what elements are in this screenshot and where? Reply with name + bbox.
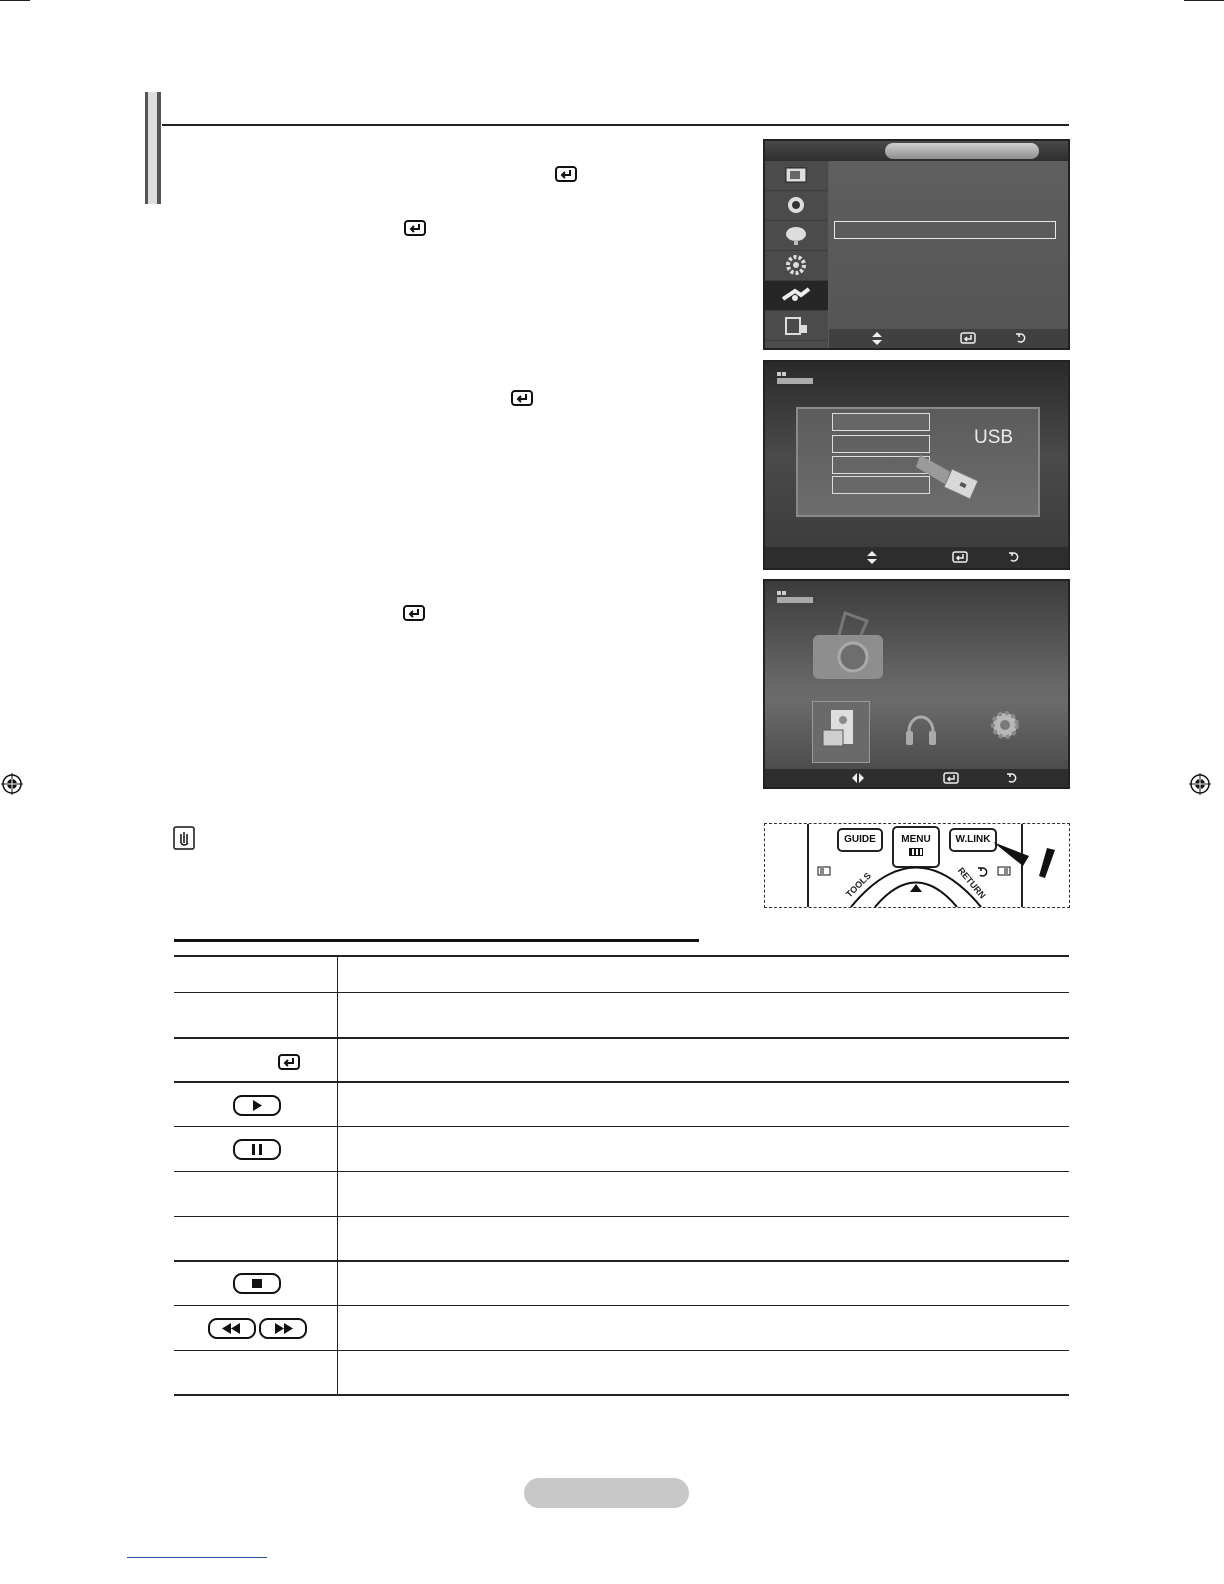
table-row-rule — [174, 1171, 1069, 1172]
enter-icon — [278, 1054, 300, 1070]
tv-menu-screenshot — [763, 139, 1070, 350]
crop-mark — [1184, 0, 1224, 1]
setup-icon — [765, 251, 828, 280]
play-button-glyph — [233, 1095, 281, 1116]
tv-wiselink-device-screenshot — [763, 360, 1070, 570]
music-icon[interactable] — [903, 707, 939, 751]
stop-icon — [235, 1275, 279, 1292]
menu-item-application[interactable] — [765, 311, 828, 341]
tv-wiselink-main-screenshot — [763, 579, 1070, 789]
footer-link-rule — [127, 1557, 267, 1558]
up-down-icon — [865, 550, 879, 565]
table-row-rule — [174, 1126, 1069, 1127]
menu-sidebar — [765, 161, 828, 348]
return-icon — [977, 866, 989, 878]
device-panel — [796, 407, 1040, 517]
menu-item-sound[interactable] — [765, 191, 828, 221]
menu-button-label: MENU — [901, 834, 931, 845]
photo-tile[interactable] — [812, 701, 870, 763]
menu-item-setup[interactable] — [765, 251, 828, 281]
rewind-icon — [210, 1320, 254, 1337]
info-side-icon — [997, 866, 1011, 876]
wlink-button[interactable]: W.LINK — [949, 828, 997, 852]
dpad-illustration-icon — [811, 858, 1021, 907]
guide-button[interactable]: GUIDE — [837, 828, 883, 852]
pause-icon — [235, 1141, 279, 1158]
camera-illustration-icon — [809, 605, 889, 685]
menu-item-input[interactable] — [765, 281, 828, 311]
menu-item-channel[interactable] — [765, 221, 828, 251]
sound-icon — [765, 191, 828, 220]
menu-grid-icon — [909, 848, 923, 856]
crop-mark — [0, 0, 30, 1]
enter-icon — [960, 332, 976, 344]
menu-content-area — [829, 161, 1068, 329]
setup-gear-icon[interactable] — [987, 707, 1023, 747]
menu-footer — [829, 329, 1068, 348]
device-option[interactable] — [832, 413, 930, 431]
channel-icon — [765, 221, 828, 250]
up-down-icon — [870, 331, 884, 346]
return-icon — [1015, 332, 1027, 344]
table-row-rule — [174, 1394, 1069, 1396]
table-row-rule — [174, 955, 1069, 957]
return-icon — [1008, 551, 1020, 563]
left-right-icon — [851, 772, 865, 784]
table-column-rule — [337, 955, 338, 1395]
usb-label: USB — [974, 427, 1014, 448]
wiselink-footer — [765, 769, 1068, 787]
tools-label: TOOLS — [843, 870, 873, 900]
return-label: RETURN — [955, 865, 988, 901]
enter-icon — [403, 605, 425, 621]
menu-highlighted-item[interactable] — [834, 221, 1056, 239]
remote-control-illustration — [764, 823, 1070, 908]
menu-item-picture[interactable] — [765, 161, 828, 191]
menu-title-pill — [885, 143, 1039, 159]
picture-icon — [765, 161, 828, 190]
rewind-button-glyph — [208, 1318, 256, 1339]
table-row-rule — [174, 1350, 1069, 1351]
page-number-pill — [524, 1478, 689, 1508]
wiselink-logo — [777, 372, 817, 386]
table-row-rule — [174, 992, 1069, 993]
enter-icon — [511, 390, 533, 406]
input-icon — [765, 281, 828, 310]
table-row-rule — [174, 1216, 1069, 1217]
registration-mark-icon — [1189, 773, 1211, 795]
section-header-bar — [145, 92, 161, 204]
note-icon — [173, 826, 195, 850]
registration-mark-icon — [1, 773, 23, 795]
device-footer — [765, 547, 1068, 568]
fast-forward-button-glyph — [259, 1318, 307, 1339]
return-icon — [1006, 772, 1018, 784]
usb-plug-icon — [916, 439, 994, 503]
table-row-rule — [174, 1081, 1069, 1083]
info-side-icon — [817, 866, 831, 876]
table-row-rule — [174, 1305, 1069, 1306]
fast-forward-icon — [261, 1320, 305, 1337]
play-icon — [235, 1097, 279, 1114]
stop-button-glyph — [233, 1273, 281, 1294]
table-header-rule — [174, 939, 699, 942]
title-rule — [162, 124, 1069, 126]
pause-button-glyph — [233, 1139, 281, 1160]
table-row-rule — [174, 1260, 1069, 1262]
enter-icon — [555, 166, 577, 182]
wiselink-logo — [777, 591, 817, 605]
remote-body-edge — [807, 824, 809, 907]
enter-icon — [952, 551, 968, 563]
table-row-rule — [174, 1037, 1069, 1039]
enter-icon — [943, 772, 959, 784]
photo-icon — [813, 702, 869, 762]
enter-icon — [404, 220, 426, 236]
application-icon — [765, 311, 828, 340]
